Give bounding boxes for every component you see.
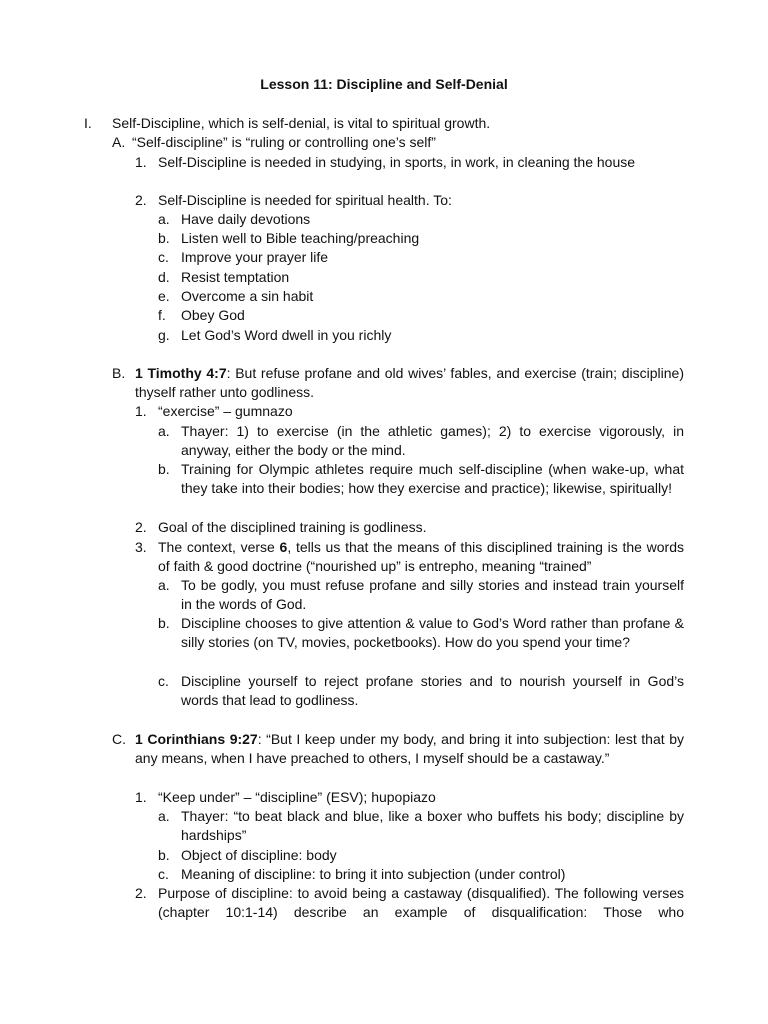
sub-list-marker: e. xyxy=(158,288,170,304)
sub-list-text: Training for Olympic athletes require much self-discipline (when wake-up, what they take into their bodies; how they exercise and practice); likewise, spiritually! xyxy=(181,461,684,496)
sub-list-text: Discipline yourself to reject profane stories and to nourish yourself in God’s words that lead to godliness. xyxy=(181,673,684,708)
sub-list-marker: a. xyxy=(158,423,170,439)
sub-list-marker: c. xyxy=(158,249,169,265)
point-c xyxy=(112,730,684,768)
sub-list-marker: f. xyxy=(158,307,166,323)
sub-list-marker: a. xyxy=(158,808,170,824)
sub-list-text: Improve your prayer life xyxy=(181,249,329,265)
list-marker: 3. xyxy=(135,539,147,555)
list-item xyxy=(135,191,684,210)
list-text-part: , tells us that the means of this disciplined training is the words of faith & good doctrine (“nourished up” is entrepho, meaning “trained” xyxy=(158,539,685,574)
point-b-marker: B. xyxy=(112,365,126,381)
list-text: Purpose of discipline: to avoid being a castaway (disqualified). The following verses (chapter 10:1-14) describe an example of disqualification: Those who xyxy=(158,885,684,920)
sub-list-item xyxy=(158,268,684,287)
sub-list-text: Have daily devotions xyxy=(181,211,311,227)
sub-list-item xyxy=(158,865,684,884)
list-text: Goal of the disciplined training is godliness. xyxy=(158,519,427,535)
list-text-part: The context, verse xyxy=(158,539,280,555)
point-a xyxy=(112,133,684,152)
list-item xyxy=(135,153,684,172)
list-item xyxy=(135,884,684,922)
sub-list-item xyxy=(158,576,684,614)
list-item xyxy=(135,402,684,421)
point-b-text xyxy=(135,364,684,402)
point-b xyxy=(112,364,684,402)
sub-list-item xyxy=(158,210,684,229)
list-text: “Keep under” – “discipline” (ESV); hupopiazo xyxy=(158,789,436,805)
list-marker: 2. xyxy=(135,885,147,901)
point-c-marker: C. xyxy=(112,731,126,747)
sub-list-text: Overcome a sin habit xyxy=(181,288,314,304)
list-marker: 1. xyxy=(135,789,147,805)
list-item xyxy=(135,538,684,576)
sub-list-marker: d. xyxy=(158,269,170,285)
sub-list-item xyxy=(158,807,684,845)
list-marker: 1. xyxy=(135,403,147,419)
sub-list-text: To be godly, you must refuse profane and silly stories and instead train yourself in the words of God. xyxy=(181,577,684,612)
document-title: Lesson 11: Discipline and Self-Denial xyxy=(260,76,508,92)
sub-list-item xyxy=(158,287,684,306)
sub-list-text: Listen well to Bible teaching/preaching xyxy=(181,230,420,246)
sub-list-item xyxy=(158,614,684,652)
sub-list-text: Obey God xyxy=(181,307,245,323)
sub-list-text: Thayer: 1) to exercise (in the athletic games); 2) to exercise vigorously, in anyway, either the body or the mind. xyxy=(181,423,684,458)
section-i xyxy=(84,114,684,133)
verse-number: 6 xyxy=(279,539,288,555)
sub-list-item xyxy=(158,229,684,248)
list-marker: 2. xyxy=(135,192,147,208)
list-text xyxy=(158,538,684,576)
sub-list-item xyxy=(158,422,684,460)
sub-list-item xyxy=(158,248,684,267)
point-c-text xyxy=(135,730,684,768)
list-marker: 1. xyxy=(135,154,147,170)
point-b-body: : But refuse profane and old wives’ fables, and exercise (train; discipline) thyself rather unto godliness. xyxy=(135,365,684,400)
sub-list-item xyxy=(158,460,684,498)
sub-list-text: Let God’s Word dwell in you richly xyxy=(181,327,392,343)
sub-list-text: Resist temptation xyxy=(181,269,290,285)
point-c-reference: 1 Corinthians 9:27 xyxy=(135,731,258,747)
point-a-text: “Self-discipline” is “ruling or controlling one’s self” xyxy=(132,134,436,150)
sub-list-text: Discipline chooses to give attention & value to God’s Word rather than profane & silly stories (on TV, movies, pocketbooks). How do you spend your time? xyxy=(181,615,684,650)
list-text: Self-Discipline is needed in studying, in sports, in work, in cleaning the house xyxy=(158,154,636,170)
list-item xyxy=(135,518,684,537)
sub-list-marker: a. xyxy=(158,211,170,227)
list-text: Self-Discipline is needed for spiritual health. To: xyxy=(158,192,452,208)
sub-list-marker: a. xyxy=(158,577,170,593)
sub-list-item xyxy=(158,672,684,710)
list-marker: 2. xyxy=(135,519,147,535)
sub-list-item xyxy=(158,846,684,865)
list-item xyxy=(135,788,684,807)
sub-list-marker: b. xyxy=(158,461,170,477)
sub-list-marker: b. xyxy=(158,230,170,246)
point-b-reference: 1 Timothy 4:7 xyxy=(135,365,227,381)
sub-list-marker: c. xyxy=(158,673,169,689)
sub-list-marker: b. xyxy=(158,615,170,631)
sub-list-text: Meaning of discipline: to bring it into subjection (under control) xyxy=(181,866,566,882)
point-a-marker: A. xyxy=(112,134,126,150)
sub-list-item xyxy=(158,326,684,345)
section-i-text: Self-Discipline, which is self-denial, is vital to spiritual growth. xyxy=(112,115,491,131)
sub-list-text: Object of discipline: body xyxy=(181,847,337,863)
point-c-body: : “But I keep under my body, and bring it into subjection: lest that by any means, when I have preached to others, I myself should be a castaway.” xyxy=(135,731,684,766)
sub-list-item xyxy=(158,306,684,325)
sub-list-text: Thayer: “to beat black and blue, like a boxer who buffets his body; discipline by hardships” xyxy=(181,808,684,843)
sub-list-marker: c. xyxy=(158,866,169,882)
sub-list-marker: b. xyxy=(158,847,170,863)
sub-list-marker: g. xyxy=(158,327,170,343)
list-text: “exercise” – gumnazo xyxy=(158,403,293,419)
section-i-marker: I. xyxy=(84,115,92,131)
